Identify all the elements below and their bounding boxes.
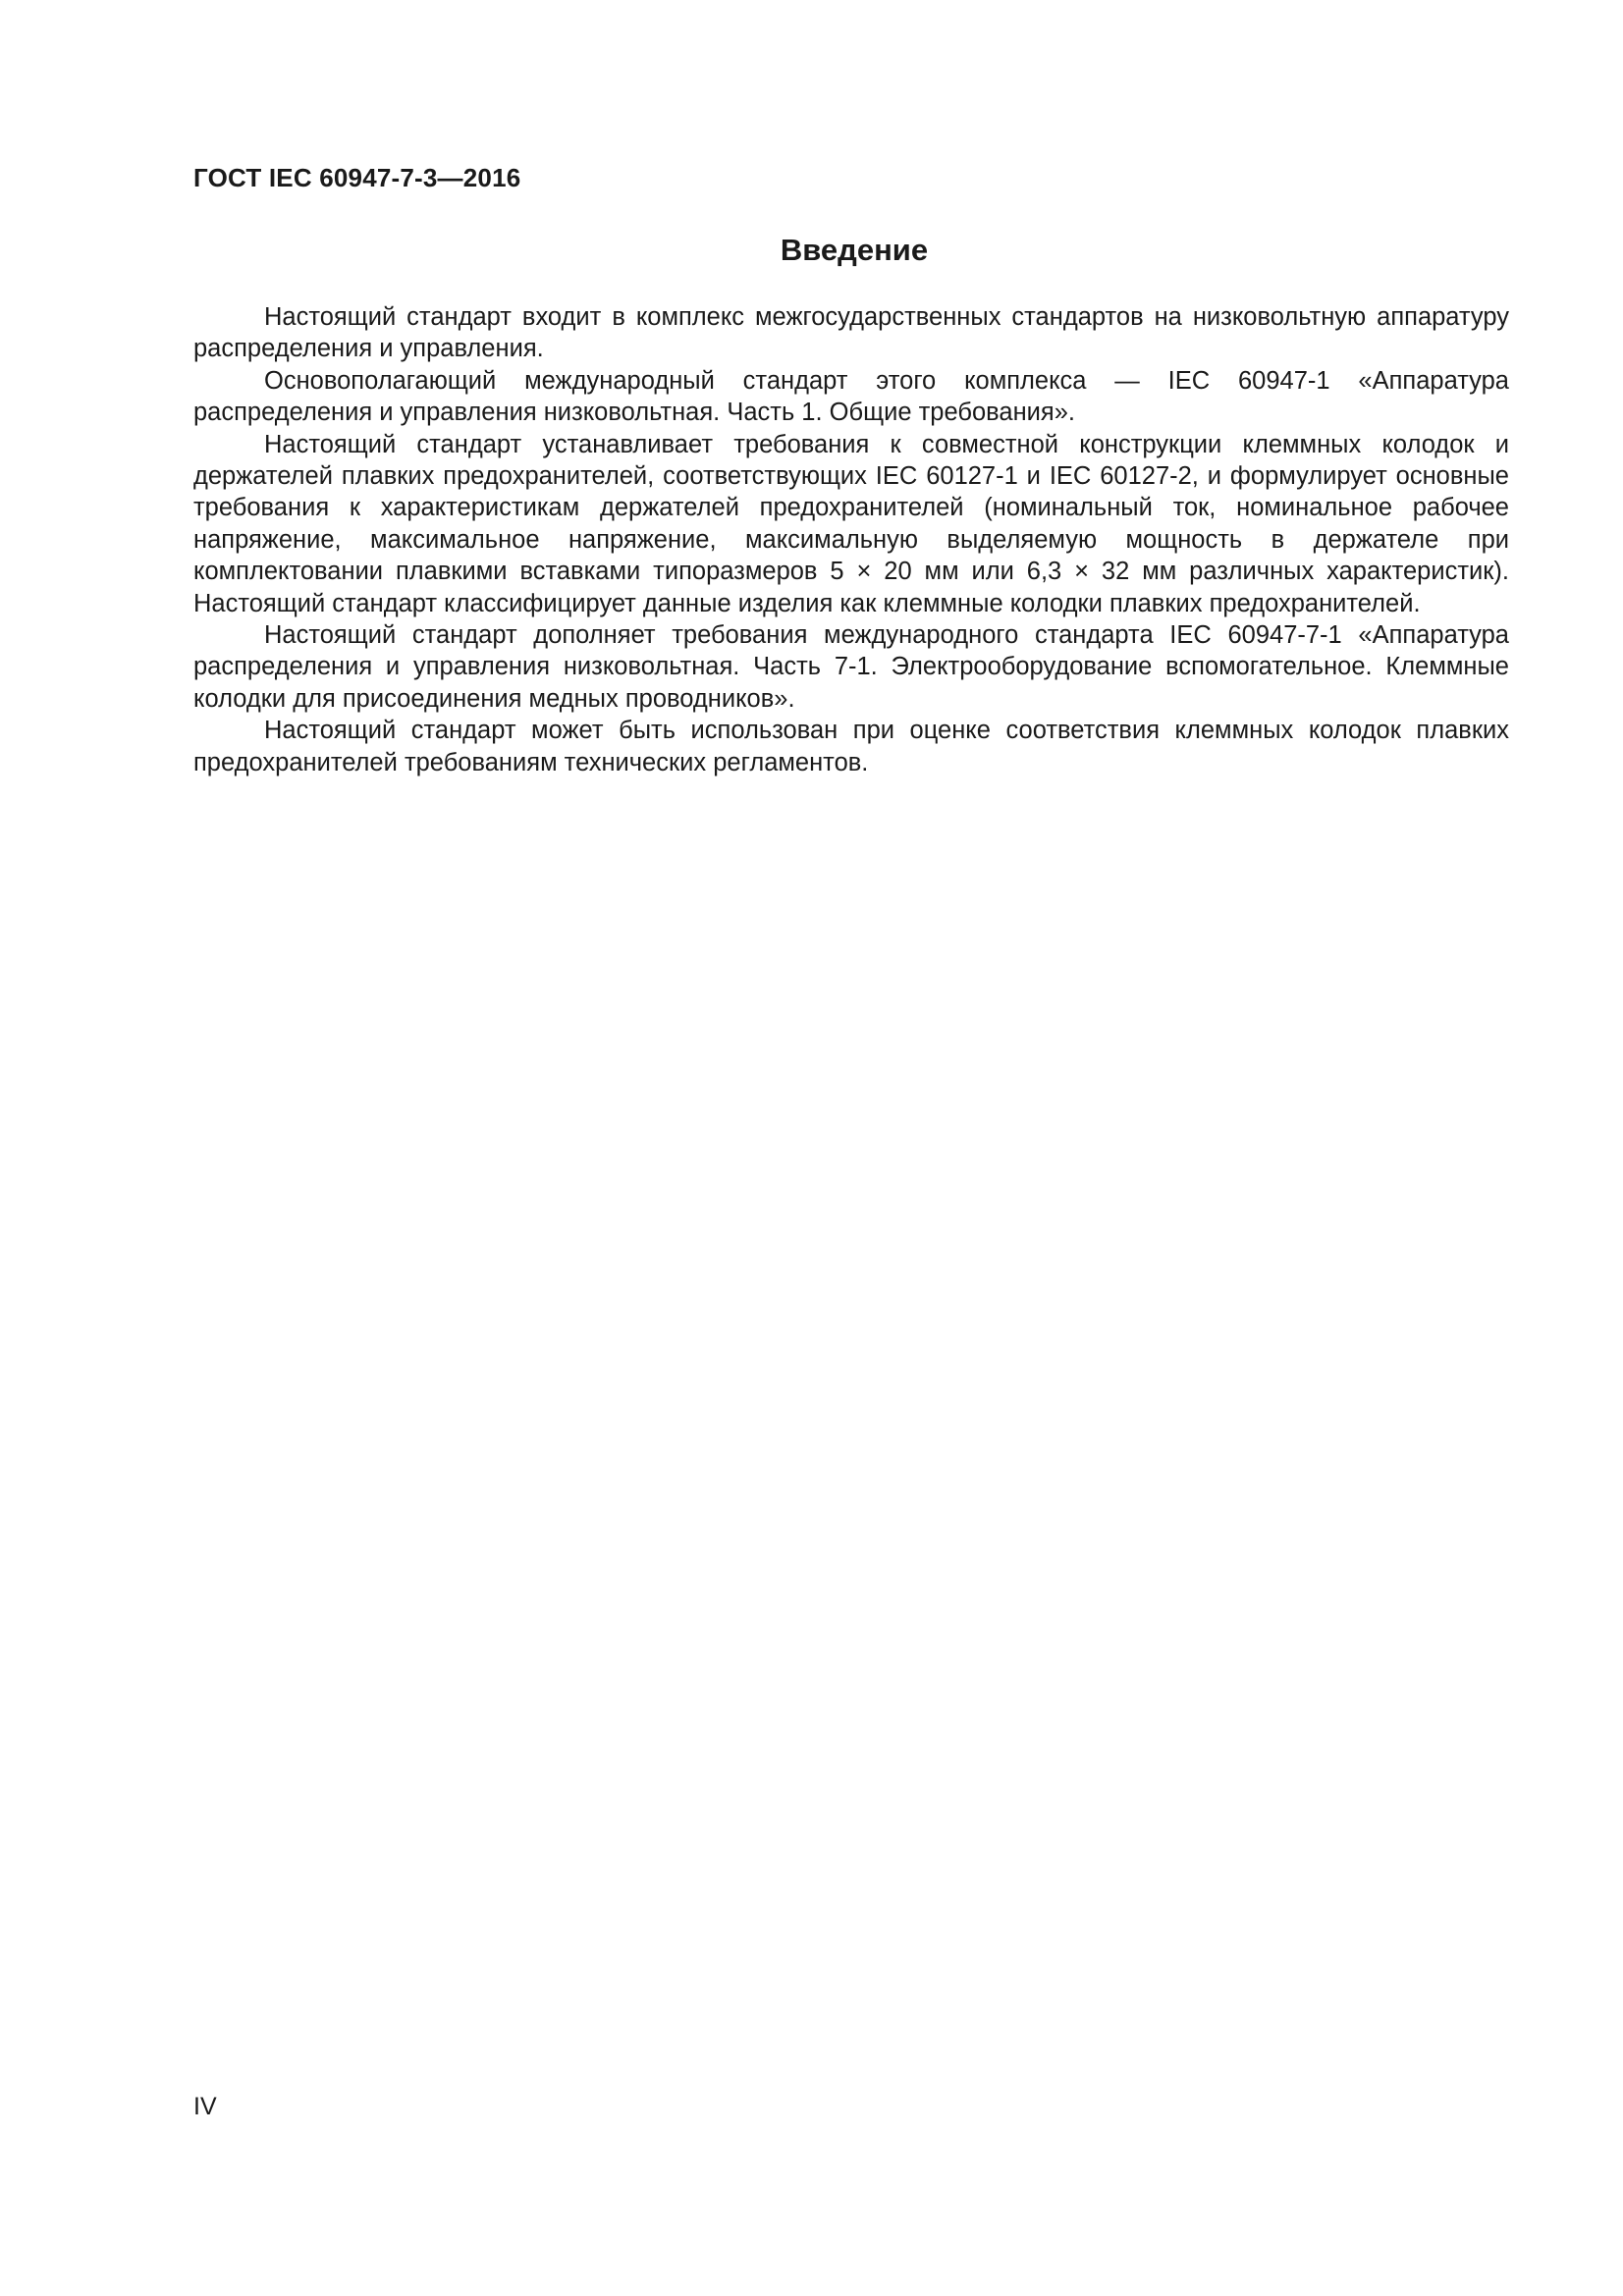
paragraph: Настоящий стандарт может быть использован при оценке соответствия клеммных колодок плавких предохранителей требованиям технических регламентов. xyxy=(193,717,1509,776)
paragraph: Основополагающий международный стандарт этого комплекса — IEC 60947-1 «Аппаратура распределения и управления низковольтная. Часть 1. Общие требования». xyxy=(193,366,1509,427)
paragraph: Настоящий стандарт дополняет требования международного стандарта IEC 60947-7-1 «Аппаратура распределения и управления низковольтная. Часть 7-1. Электрооборудование вспомогательное. Клеммные колодки для присоединения медных проводников». xyxy=(193,621,1509,713)
section-title: Введение xyxy=(780,233,929,267)
paragraph: Настоящий стандарт входит в комплекс межгосударственных стандартов на низковольтную аппаратуру распределения и управления. xyxy=(193,303,1509,363)
running-header-standard-code: ГОСТ IEC 60947-7-3—2016 xyxy=(193,163,521,192)
body-text xyxy=(193,301,1509,778)
page-number: IV xyxy=(193,2093,217,2120)
paragraph: Настоящий стандарт устанавливает требования к совместной конструкции клеммных колодок и держателей плавких предохранителей, соответствующих IEC 60127-1 и IEC 60127-2, и формулирует основные требования к характеристикам держателей предохранителей (номинальный ток, номинальное рабочее напряжение, максимальное напряжение, максимальную выделяемую мощность в держателе при комплектовании плавкими вставками типоразмеров 5 × 20 мм или 6,3 × 32 мм различных характеристик). Настоящий стандарт классифицирует данные изделия как клеммные колодки плавких предохранителей. xyxy=(193,430,1509,617)
